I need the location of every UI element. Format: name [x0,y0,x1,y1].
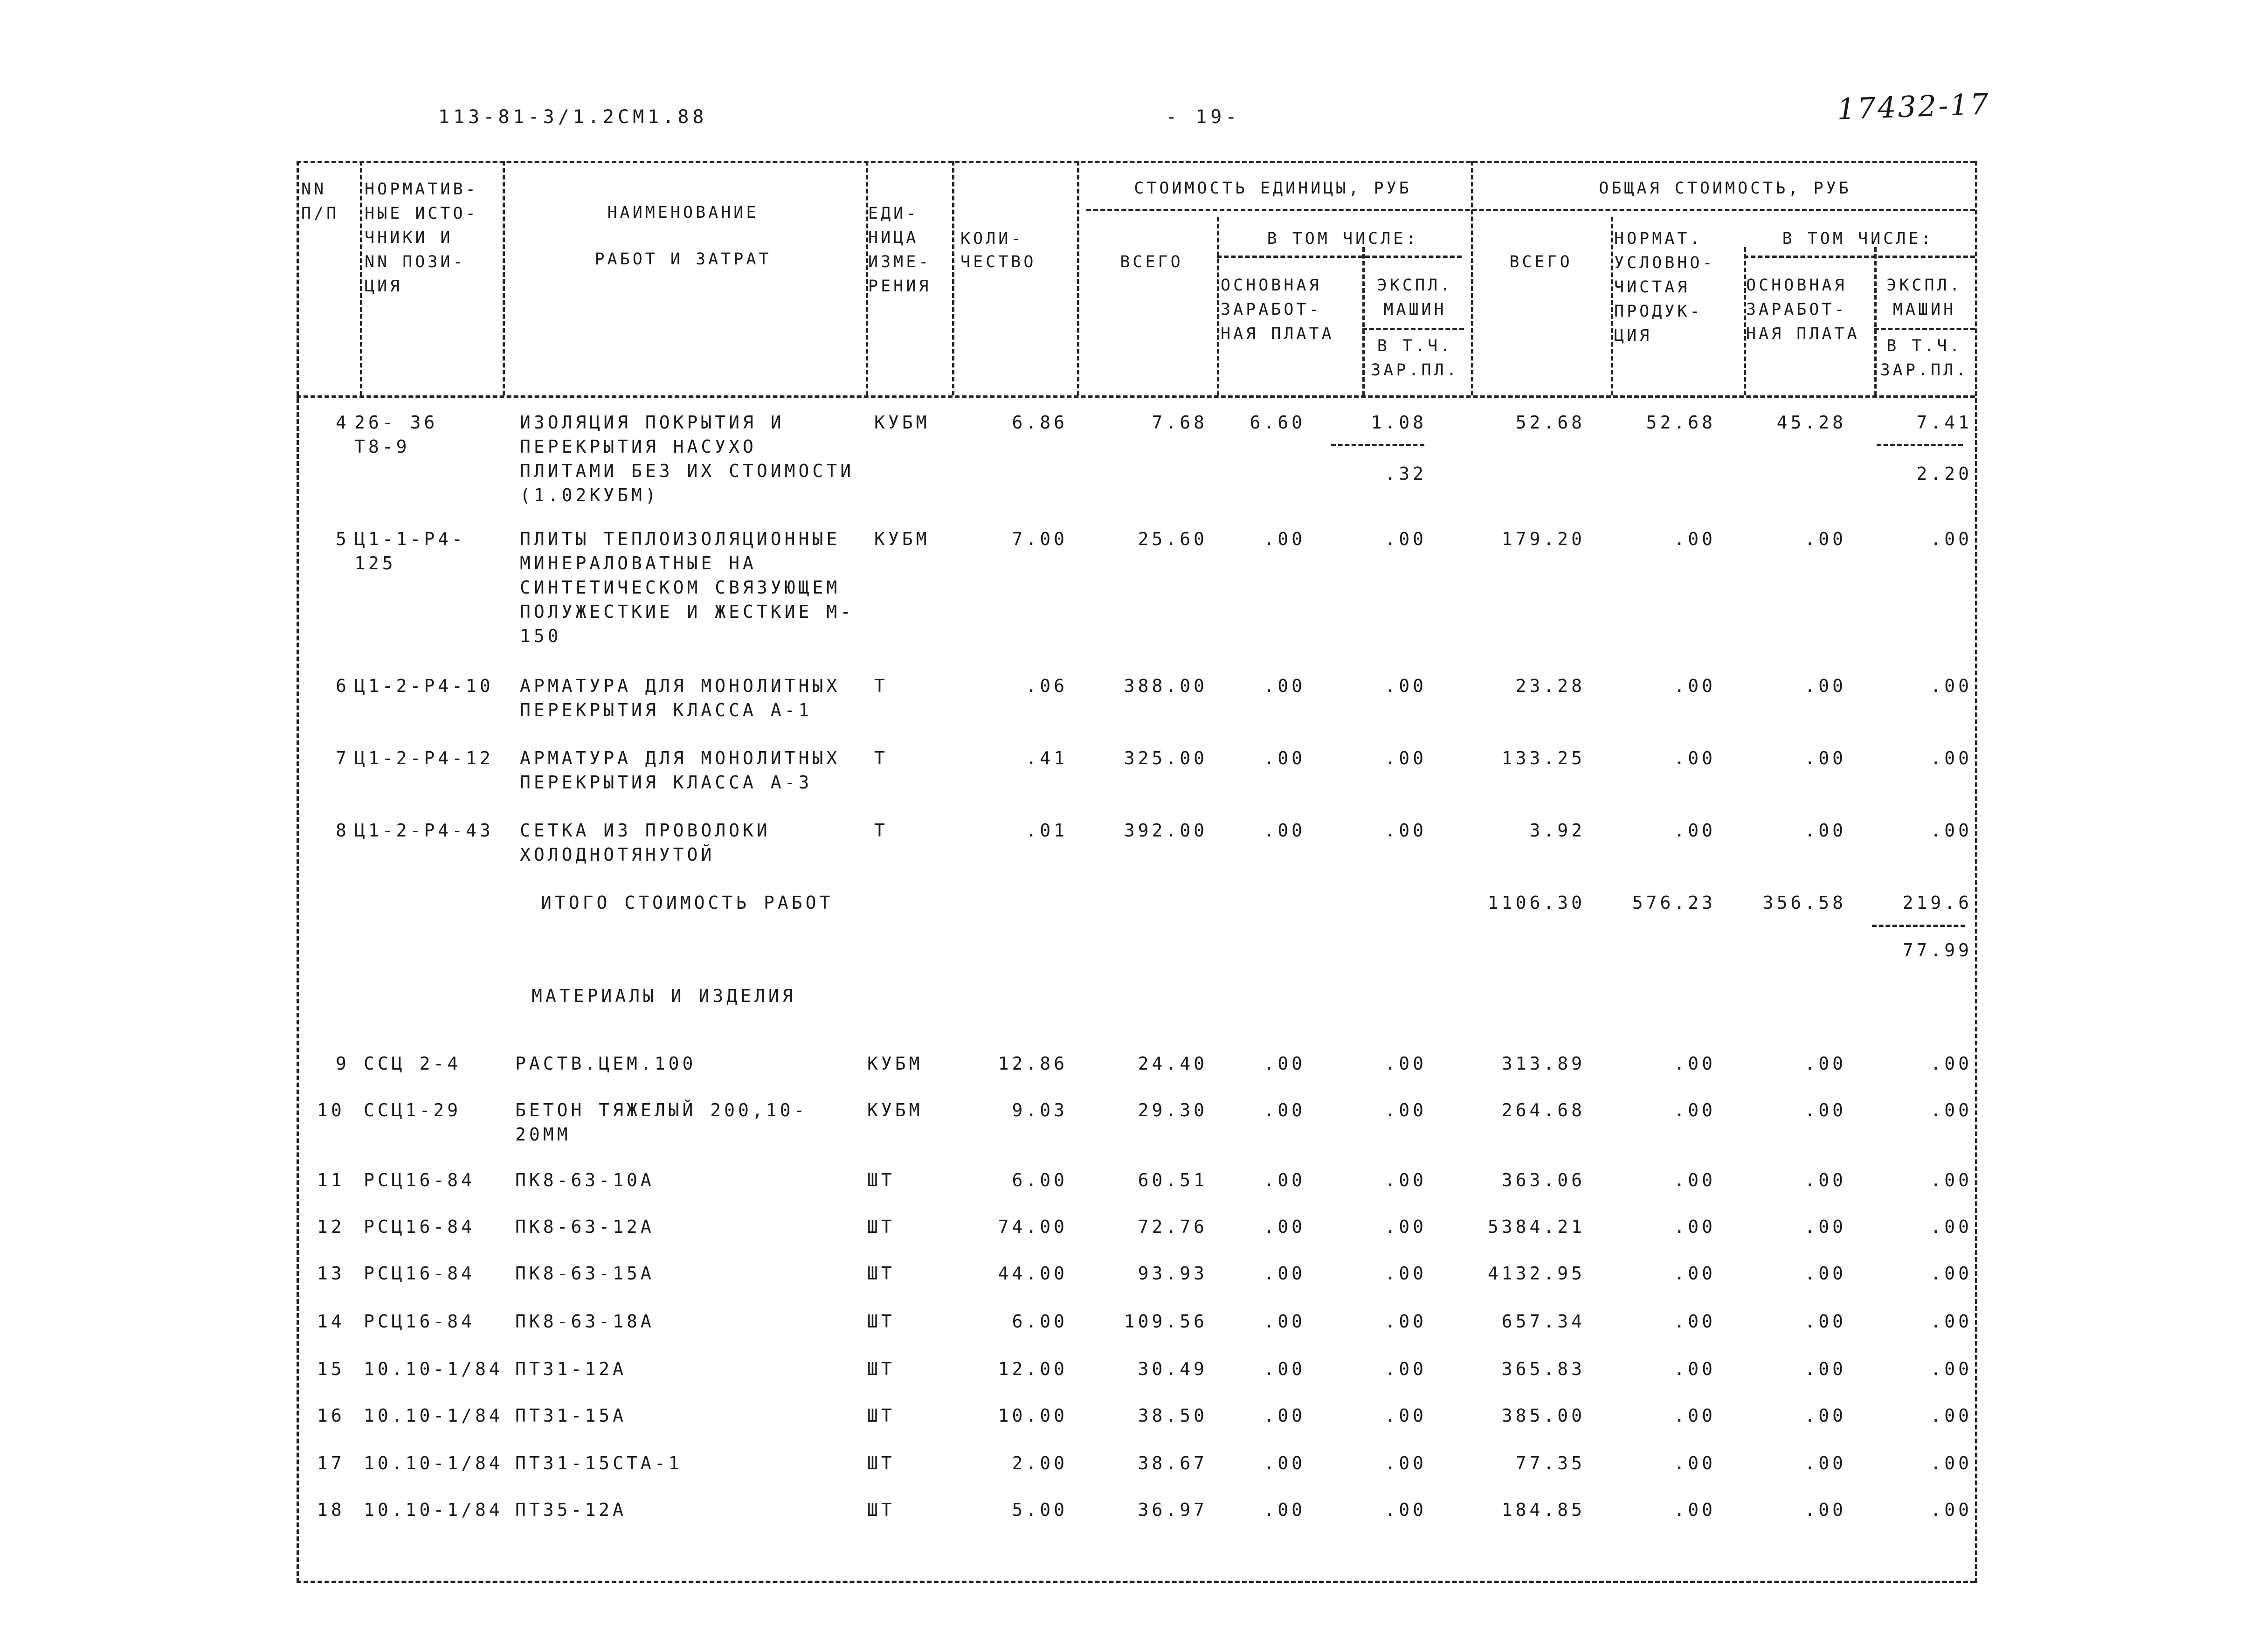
table-left-border [297,161,299,1583]
material-gwage: .00 [1804,1100,1846,1120]
material-mach: .00 [1385,1500,1427,1520]
header-normative: ПРОДУК- [1614,302,1703,321]
header-sub-rule-group [1744,256,1975,258]
material-number: 14 [317,1311,345,1332]
row-mach-wage: .32 [1385,463,1427,484]
row-gtotal: 179.20 [1501,529,1585,549]
material-norm: .00 [1674,1263,1716,1284]
row-qty: 6.86 [1012,412,1068,433]
material-name: ПТ31-15А [515,1405,627,1426]
material-norm: .00 [1674,1053,1716,1074]
row-norm: .00 [1674,676,1716,696]
material-mach: .00 [1385,1053,1427,1074]
row-number: 4 [336,412,350,433]
row-name: ПЛИТЫ ТЕПЛОИЗОЛЯЦИОННЫЕ [520,529,841,549]
material-wage: .00 [1264,1311,1305,1332]
row-wage: .00 [1264,676,1305,696]
header-group-machines: МАШИН [1892,300,1956,319]
material-number: 9 [336,1053,350,1074]
row-norm: 52.68 [1646,412,1716,433]
material-number: 17 [317,1453,345,1473]
row-gtotal: 133.25 [1501,748,1585,768]
row-gwage: .00 [1804,529,1846,549]
material-total: 30.49 [1138,1359,1208,1379]
header-rule-nn [360,161,362,395]
material-wage: .00 [1264,1170,1305,1190]
material-source: РСЦ16-84 [364,1170,476,1190]
material-gwage: .00 [1804,1311,1846,1332]
row-source: Ц1-2-Р4-10 [354,676,494,696]
summary-label: ИТОГО СТОИМОСТЬ РАБОТ [541,892,834,913]
material-gmach: .00 [1930,1453,1972,1473]
material-number: 18 [317,1500,345,1520]
material-name: ПК8-63-18А [515,1311,655,1332]
row-number: 7 [336,748,350,768]
row-number: 6 [336,676,350,696]
material-mach: .00 [1385,1405,1427,1426]
material-number: 11 [317,1170,345,1190]
material-norm: .00 [1674,1500,1716,1520]
material-gwage: .00 [1804,1500,1846,1520]
header-rule-unit-wage [1362,247,1365,395]
document-code: 113-81-3/1.2СМ1.88 [438,106,708,128]
row-wage: .00 [1264,820,1305,841]
material-number: 10 [317,1100,345,1120]
material-wage: .00 [1264,1100,1305,1120]
row-unit: Т [874,748,888,768]
row-source: Ц1-2-Р4-12 [354,748,494,768]
header-group-machines-wage: ЗАР.ПЛ. [1880,361,1969,380]
header-qty: КОЛИ- [960,229,1024,248]
material-gwage: .00 [1804,1053,1846,1074]
material-wage: .00 [1264,1053,1305,1074]
material-mach: .00 [1385,1263,1427,1284]
row-mach: .00 [1385,676,1427,696]
row-gmach-wage: 2.20 [1916,463,1972,484]
material-source: ССЦ1-29 [364,1100,462,1120]
material-gmach: .00 [1930,1405,1972,1426]
row-total: 392.00 [1124,820,1208,841]
material-total: 36.97 [1138,1500,1208,1520]
row-name: СЕТКА ИЗ ПРОВОЛОКИ [520,820,771,841]
material-gtotal: 4132.95 [1487,1263,1585,1284]
material-wage: .00 [1264,1405,1305,1426]
header-unit-machines: МАШИН [1383,300,1447,319]
header-unit-wage: НАЯ ПЛАТА [1221,325,1334,343]
table-top-rule [297,161,1975,163]
material-source: РСЦ16-84 [364,1217,476,1237]
row-name: ПЕРЕКРЫТИЯ НАСУХО [520,436,757,457]
row-name: ПЕРЕКРЫТИЯ КЛАССА А-1 [520,700,813,720]
material-gmach: .00 [1930,1500,1972,1520]
header-rule-unit [952,161,954,395]
summary-wage: 356.58 [1762,892,1846,913]
header-nn: NN [301,180,327,199]
material-norm: .00 [1674,1170,1716,1190]
header-group-wage: НАЯ ПЛАТА [1746,325,1860,343]
row-norm: .00 [1674,529,1716,549]
material-gwage: .00 [1804,1217,1846,1237]
header-source: НОРМАТИВ- [365,180,478,199]
material-gtotal: 5384.21 [1487,1217,1585,1237]
header-bottom-rule [297,395,1975,398]
row-unit: Т [874,676,888,696]
summary-machines-wage: 77.99 [1902,940,1972,961]
material-gmach: .00 [1930,1170,1972,1190]
header-unit-machines: ЭКСПЛ. [1377,276,1453,295]
material-gwage: .00 [1804,1263,1846,1284]
header-unit: ИЗМЕ- [868,253,932,271]
row-source: Ц1-1-Р4- [354,529,466,549]
material-norm: .00 [1674,1311,1716,1332]
row-name: ПЕРЕКРЫТИЯ КЛАССА А-3 [520,772,813,793]
material-wage: .00 [1264,1453,1305,1473]
row-name: 150 [520,626,562,646]
row-name: АРМАТУРА ДЛЯ МОНОЛИТНЫХ [520,748,841,768]
material-name: 20ММ [515,1124,571,1145]
row-unit: КУБМ [874,412,930,433]
material-qty: 12.00 [998,1359,1068,1379]
section-title: МАТЕРИАЛЫ И ИЗДЕЛИЯ [532,986,796,1006]
material-gtotal: 184.85 [1501,1500,1585,1520]
header-name: РАБОТ И ЗАТРАТ [594,250,772,269]
row-qty: .06 [1026,676,1068,696]
material-total: 93.93 [1138,1263,1208,1284]
material-unit: ШТ [867,1453,895,1473]
row-number: 8 [336,820,350,841]
material-norm: .00 [1674,1405,1716,1426]
material-number: 16 [317,1405,345,1426]
header-source: НЫЕ ИСТО- [365,204,478,223]
row-total: 325.00 [1124,748,1208,768]
material-name: РАСТВ.ЦЕМ.100 [515,1053,697,1074]
header-normative: ЧИСТАЯ [1614,278,1690,297]
handwritten-sheet-number: 17432-17 [1836,87,1991,126]
material-name: ПТ35-12А [515,1500,627,1520]
material-total: 29.30 [1138,1100,1208,1120]
header-group-machines-wage: В Т.Ч. [1886,337,1962,355]
header-unit-including: В ТОМ ЧИСЛЕ: [1267,229,1419,248]
material-mach: .00 [1385,1170,1427,1190]
material-gwage: .00 [1804,1453,1846,1473]
row-number: 5 [336,529,350,549]
row-gmach: .00 [1930,748,1972,768]
material-name: ПК8-63-10А [515,1170,655,1190]
row-gmach: 7.41 [1916,412,1972,433]
material-gtotal: 363.06 [1501,1170,1585,1190]
material-unit: ШТ [867,1405,895,1426]
header-rule-source [503,161,505,395]
material-qty: 6.00 [1012,1311,1068,1332]
row-name: ПОЛУЖЕСТКИЕ И ЖЕСТКИЕ М- [520,601,855,622]
header-source: NN ПОЗИ- [365,253,466,271]
material-gmach: .00 [1930,1217,1972,1237]
row-gmach: .00 [1930,529,1972,549]
material-unit: ШТ [867,1500,895,1520]
material-qty: 12.86 [998,1053,1068,1074]
material-mach: .00 [1385,1311,1427,1332]
material-gtotal: 264.68 [1501,1100,1585,1120]
header-name: НАИМЕНОВАНИЕ [607,203,759,222]
header-unit: НИЦА [868,228,919,247]
material-unit: ШТ [867,1217,895,1237]
header-group-machines: ЭКСПЛ. [1886,276,1962,295]
material-gwage: .00 [1804,1359,1846,1379]
row-gwage: .00 [1804,820,1846,841]
header-group-total: ВСЕГО [1509,253,1573,271]
header-qty: ЧЕСТВО [960,253,1036,271]
material-gtotal: 313.89 [1501,1053,1585,1074]
row-norm: .00 [1674,820,1716,841]
material-source: 10.10-1/84 [364,1453,503,1473]
material-number: 15 [317,1359,345,1379]
row-name: МИНЕРАЛОВАТНЫЕ НА [520,553,757,574]
material-qty: 5.00 [1012,1500,1068,1520]
material-qty: 2.00 [1012,1453,1068,1473]
row-name: АРМАТУРА ДЛЯ МОНОЛИТНЫХ [520,676,841,696]
material-total: 60.51 [1138,1170,1208,1190]
summary-norm: 576.23 [1632,892,1716,913]
material-source: РСЦ16-84 [364,1263,476,1284]
header-sub-rule-unit [1217,256,1462,258]
material-mach: .00 [1385,1453,1427,1473]
page-number: - 19- [1166,106,1241,128]
header-unit-wage: ЗАРАБОТ- [1221,300,1322,319]
header-source: ЦИЯ [365,277,403,296]
row-mach: 1.08 [1371,412,1427,433]
material-qty: 9.03 [1012,1100,1068,1120]
material-wage: .00 [1264,1263,1305,1284]
material-unit: ШТ [867,1359,895,1379]
summary-machines-underline [1872,925,1965,927]
row-qty: 7.00 [1012,529,1068,549]
row-name: ИЗОЛЯЦИЯ ПОКРЫТИЯ И [520,412,785,433]
material-qty: 44.00 [998,1263,1068,1284]
header-unit-cost-group: СТОИМОСТЬ ЕДИНИЦЫ, РУБ [1134,179,1412,198]
header-total-cost-group: ОБЩАЯ СТОИМОСТЬ, РУБ [1599,179,1851,198]
row-wage: .00 [1264,529,1305,549]
row-mach: .00 [1385,748,1427,768]
material-name: ПК8-63-15А [515,1263,655,1284]
header-group-rule [1086,209,1975,211]
row-gwage: .00 [1804,748,1846,768]
material-gtotal: 77.35 [1515,1453,1585,1473]
material-gwage: .00 [1804,1405,1846,1426]
material-qty: 10.00 [998,1405,1068,1426]
row-gtotal: 3.92 [1529,820,1585,841]
row-gmach: .00 [1930,820,1972,841]
material-norm: .00 [1674,1100,1716,1120]
material-unit: КУБМ [867,1053,923,1074]
material-name: ПТ31-15СТА-1 [515,1453,683,1473]
row-qty: .41 [1026,748,1068,768]
material-source: РСЦ16-84 [364,1311,476,1332]
row-name: (1.02КУБМ) [520,485,659,505]
material-norm: .00 [1674,1359,1716,1379]
row-total: 7.68 [1152,412,1208,433]
material-unit: ШТ [867,1263,895,1284]
material-mach: .00 [1385,1100,1427,1120]
row-mach: .00 [1385,820,1427,841]
material-wage: .00 [1264,1359,1305,1379]
header-unit-machines-wage: ЗАР.ПЛ. [1371,361,1459,380]
row-source: Ц1-2-Р4-43 [354,820,494,841]
header-rule-qty [1077,161,1079,395]
material-qty: 74.00 [998,1217,1068,1237]
material-mach: .00 [1385,1359,1427,1379]
material-total: 38.67 [1138,1453,1208,1473]
table-bottom-rule [297,1581,1975,1583]
material-total: 38.50 [1138,1405,1208,1426]
header-group-including: В ТОМ ЧИСЛЕ: [1782,229,1934,248]
material-number: 12 [317,1217,345,1237]
material-gwage: .00 [1804,1170,1846,1190]
header-normative: НОРМАТ. [1614,229,1703,248]
row-gwage: 45.28 [1776,412,1846,433]
row-mach: .00 [1385,529,1427,549]
header-normative: ЦИЯ [1614,326,1652,345]
row-norm: .00 [1674,748,1716,768]
header-group-wage: ЗАРАБОТ- [1746,300,1847,319]
material-qty: 6.00 [1012,1170,1068,1190]
material-gtotal: 385.00 [1501,1405,1585,1426]
material-source: 10.10-1/84 [364,1500,503,1520]
material-norm: .00 [1674,1453,1716,1473]
material-gmach: .00 [1930,1053,1972,1074]
material-name: ПТ31-12А [515,1359,627,1379]
material-gmach: .00 [1930,1311,1972,1332]
row-gmach: .00 [1930,676,1972,696]
material-source: 10.10-1/84 [364,1359,503,1379]
material-source: ССЦ 2-4 [364,1053,462,1074]
row-wage: 6.60 [1250,412,1305,433]
material-source: 10.10-1/84 [364,1405,503,1426]
material-total: 72.76 [1138,1217,1208,1237]
row-qty: .01 [1026,820,1068,841]
header-unit-machines-wage: В Т.Ч. [1377,337,1453,355]
header-rule-unit-total [1217,217,1219,395]
table-right-border [1975,161,1977,1583]
row-name: СИНТЕТИЧЕСКОМ СВЯЗУЮЩЕМ [520,577,841,598]
material-gtotal: 365.83 [1501,1359,1585,1379]
header-nn: П/П [301,204,339,223]
material-mach: .00 [1385,1217,1427,1237]
material-name: БЕТОН ТЯЖЕЛЫЙ 200,10- [515,1100,808,1120]
material-gtotal: 657.34 [1501,1311,1585,1332]
material-norm: .00 [1674,1217,1716,1237]
row-name: ХОЛОДНОТЯНУТОЙ [520,844,715,865]
row-total: 388.00 [1124,676,1208,696]
header-mach-rule-group [1874,328,1975,330]
row-source: Т8-9 [354,436,410,457]
row-unit: КУБМ [874,529,930,549]
material-gmach: .00 [1930,1359,1972,1379]
header-unit: ЕДИ- [868,204,919,223]
header-unit: РЕНИЯ [868,277,932,296]
row-gtotal: 23.28 [1515,676,1585,696]
header-rule-group [1471,161,1473,395]
header-group-wage: ОСНОВНАЯ [1746,276,1847,295]
row-gwage: .00 [1804,676,1846,696]
header-normative: УСЛОВНО- [1614,254,1715,272]
material-name: ПК8-63-12А [515,1217,655,1237]
material-number: 13 [317,1263,345,1284]
summary-machines: 219.6 [1902,892,1972,913]
row-name: ПЛИТАМИ БЕЗ ИХ СТОИМОСТИ [520,461,855,481]
row-mach-underline [1331,444,1424,446]
row-gmach-underline [1877,444,1963,446]
row-unit: Т [874,820,888,841]
header-unit-wage: ОСНОВНАЯ [1221,276,1322,295]
row-total: 25.60 [1138,529,1208,549]
material-unit: ШТ [867,1170,895,1190]
material-total: 109.56 [1124,1311,1208,1332]
material-unit: ШТ [867,1311,895,1332]
material-total: 24.40 [1138,1053,1208,1074]
header-rule-group-total [1611,217,1613,395]
header-source: ЧНИКИ И [365,228,453,247]
row-wage: .00 [1264,748,1305,768]
row-source: 125 [354,553,396,574]
material-wage: .00 [1264,1217,1305,1237]
material-gmach: .00 [1930,1263,1972,1284]
header-unit-total: ВСЕГО [1120,253,1183,271]
summary-total: 1106.30 [1487,892,1585,913]
row-gtotal: 52.68 [1515,412,1585,433]
row-source: 26- 36 [354,412,438,433]
material-unit: КУБМ [867,1100,923,1120]
material-gmach: .00 [1930,1100,1972,1120]
material-wage: .00 [1264,1500,1305,1520]
header-mach-rule-unit [1362,328,1464,330]
